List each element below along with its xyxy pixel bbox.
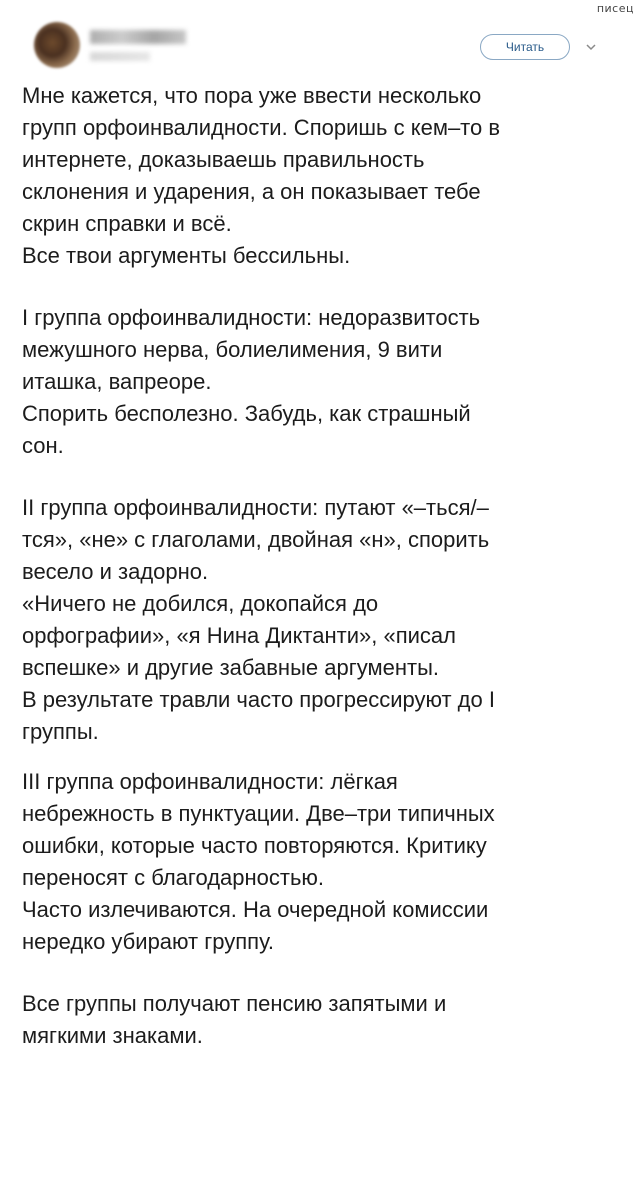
text-line: весело и задорно. [22,559,209,584]
text-line: иташка, вапреоре. [22,369,212,394]
text-line: мягкими знаками. [22,1023,203,1048]
paragraph-group-1 [22,302,612,462]
chevron-down-icon-glyph [585,41,597,53]
text-line: Часто излечиваются. На очередной комиссии [22,897,489,922]
text-line: интернете, доказываешь правильность [22,147,425,172]
tweet-header [34,22,600,74]
text-line: Спорить бесполезно. Забудь, как страшный [22,401,471,426]
text-line: тся», «не» с глаголами, двойная «н», спорить [22,527,490,552]
text-line: вспешке» и другие забавные аргументы. [22,655,439,680]
paragraph-conclusion [22,988,612,1052]
text-line: межушного нерва, болиелимения, 9 вити [22,337,443,362]
text-line: Мне кажется, что пора уже ввести несколько [22,83,482,108]
chevron-down-icon[interactable] [582,38,600,56]
text-line: «Ничего не добился, докопайся до [22,591,379,616]
tweet-text [22,80,612,1052]
text-line: группы. [22,719,99,744]
paragraph-group-3 [22,766,612,958]
text-line: В результате травли часто прогрессируют до I [22,687,495,712]
site-watermark: писец [596,2,634,15]
text-line: склонения и ударения, а он показывает тебе [22,179,481,204]
follow-button[interactable]: Читать [480,34,570,60]
text-line: II группа орфоинвалидности: путают «–ться/– [22,495,489,520]
text-line: орфографии», «я Нина Диктанти», «писал [22,623,456,648]
text-line: переносят с благодарностью. [22,865,325,890]
text-line: III группа орфоинвалидности: лёгкая [22,769,398,794]
paragraph-intro [22,80,612,272]
text-line: скрин справки и всё. [22,211,232,236]
text-line: групп орфоинвалидности. Споришь с кем–то в [22,115,501,140]
text-line: сон. [22,433,64,458]
avatar[interactable] [34,22,80,68]
text-line: ошибки, которые часто повторяются. Критику [22,833,487,858]
author-handle-blurred [90,52,150,61]
paragraph-group-2 [22,492,612,748]
text-line: I группа орфоинвалидности: недоразвитость [22,305,481,330]
author-name-blurred[interactable] [90,30,186,44]
text-line: нередко убирают группу. [22,929,274,954]
text-line: Все группы получают пенсию запятыми и [22,991,447,1016]
text-line: небрежность в пунктуации. Две–три типичных [22,801,495,826]
text-line: Все твои аргументы бессильны. [22,243,351,268]
